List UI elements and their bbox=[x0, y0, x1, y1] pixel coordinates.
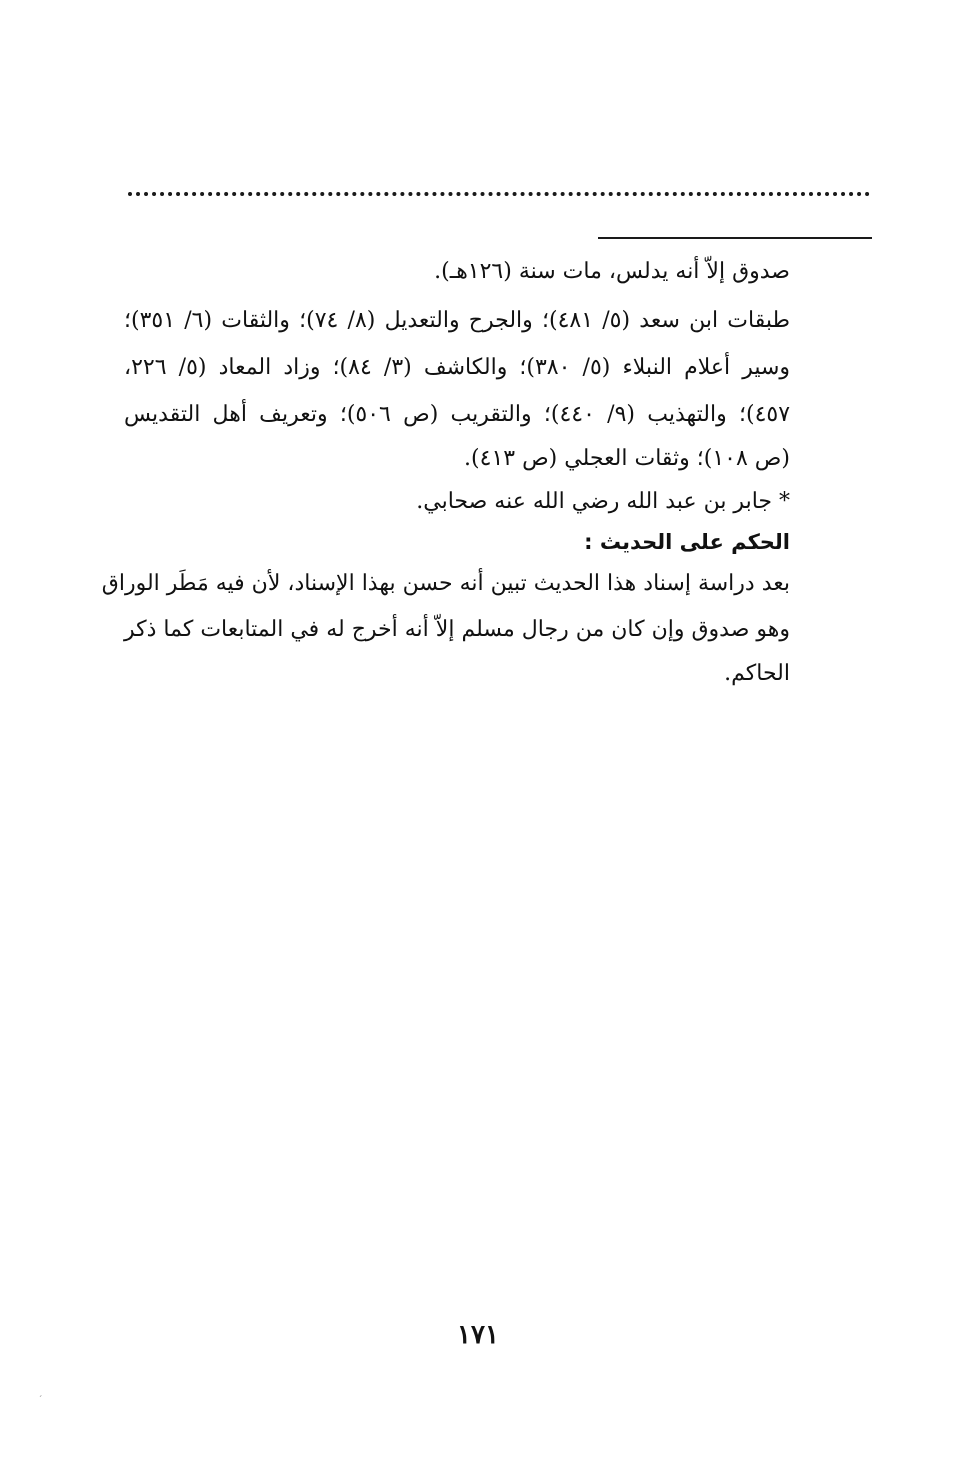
narrator-note: * جابر بن عبد الله رضي الله عنه صحابي. bbox=[416, 489, 790, 514]
scan-artifact: ˏ bbox=[38, 1388, 43, 1398]
footnote-line-2: طبقات ابن سعد (٥/ ٤٨١)؛ والجرح والتعديل (٨/ ٧٤)؛ والثقات (٦/ ٣٥١)؛ bbox=[124, 308, 790, 333]
dotted-separator bbox=[128, 192, 870, 196]
footnote-line-3: وسير أعلام النبلاء (٥/ ٣٨٠)؛ والكاشف (٣/ ٨٤)؛ وزاد المعاد (٥/ ٢٢٦، bbox=[124, 355, 791, 380]
page-number: ١٧١ bbox=[457, 1320, 499, 1350]
footnote-line-4: ٤٥٧)؛ والتهذيب (٩/ ٤٤٠)؛ والتقريب (ص ٥٠٦)؛ وتعريف أهل التقديس bbox=[124, 402, 791, 427]
footnote-separator bbox=[598, 237, 872, 239]
footnote-line-5: (ص ١٠٨)؛ وثقات العجلي (ص ٤١٣). bbox=[464, 446, 790, 471]
ruling-line-1: بعد دراسة إسناد هذا الحديث تبين أنه حسن بهذا الإسناد، لأن فيه مَطَر الوراق bbox=[101, 571, 790, 596]
footnote-line-1: صدوق إلاّ أنه يدلس، مات سنة (١٢٦هـ). bbox=[434, 259, 790, 284]
ruling-line-3: الحاكم. bbox=[724, 661, 790, 686]
ruling-heading: الحكم على الحديث : bbox=[584, 530, 790, 554]
ruling-line-2: وهو صدوق وإن كان من رجال مسلم إلاّ أنه أخرج له في المتابعات كما ذكر bbox=[124, 617, 791, 642]
